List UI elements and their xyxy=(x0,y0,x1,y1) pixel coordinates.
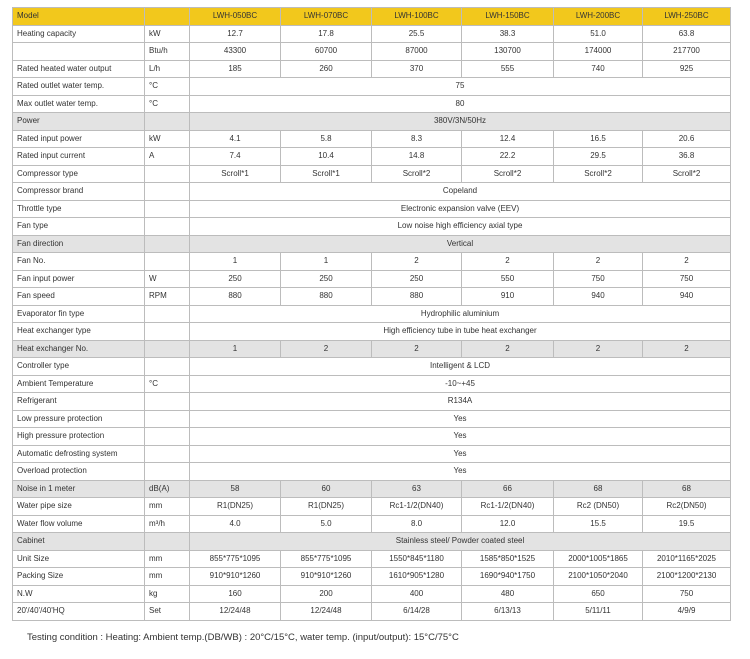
unit-cell: L/h xyxy=(145,60,190,78)
param-cell: High pressure protection xyxy=(13,428,145,446)
unit-cell xyxy=(145,323,190,341)
param-cell: N.W xyxy=(13,585,145,603)
table-row xyxy=(13,410,731,428)
unit-cell: mm xyxy=(145,550,190,568)
testing-condition-note: Testing condition : Heating: Ambient temp.(DB/WB) : 20°C/15°C, water temp. (input/output): 15°C/75°C xyxy=(27,632,459,643)
header-model-cell: LWH-150BC xyxy=(462,8,554,26)
value-cell: 29.5 xyxy=(554,148,643,166)
value-cell: 14.8 xyxy=(372,148,462,166)
value-cell: 15.5 xyxy=(554,515,643,533)
value-cell: 17.8 xyxy=(281,25,372,43)
value-cell: 6/14/28 xyxy=(372,603,462,621)
value-cell: 1690*940*1750 xyxy=(462,568,554,586)
param-cell: Fan type xyxy=(13,218,145,236)
value-cell: 650 xyxy=(554,585,643,603)
table-row xyxy=(13,533,731,551)
unit-cell: Set xyxy=(145,603,190,621)
unit-cell xyxy=(145,235,190,253)
value-cell: 2 xyxy=(643,253,731,271)
value-cell: 1550*845*1180 xyxy=(372,550,462,568)
value-cell: Rc1-1/2(DN40) xyxy=(372,498,462,516)
table-row xyxy=(13,323,731,341)
param-cell: Rated outlet water temp. xyxy=(13,78,145,96)
value-cell: 12/24/48 xyxy=(190,603,281,621)
param-cell: Heating capacity xyxy=(13,25,145,43)
unit-cell: RPM xyxy=(145,288,190,306)
value-cell: Rc2 (DN50) xyxy=(554,498,643,516)
value-cell: 4.1 xyxy=(190,130,281,148)
unit-cell: Btu/h xyxy=(145,43,190,61)
header-row xyxy=(13,8,731,26)
param-cell: Max outlet water temp. xyxy=(13,95,145,113)
value-cell: 400 xyxy=(372,585,462,603)
unit-cell xyxy=(145,305,190,323)
param-cell: Ambient Temperature xyxy=(13,375,145,393)
table-row xyxy=(13,43,731,61)
value-cell: 260 xyxy=(281,60,372,78)
value-cell: R1(DN25) xyxy=(281,498,372,516)
common-value-cell: 80 xyxy=(190,95,731,113)
value-cell: 2100*1050*2040 xyxy=(554,568,643,586)
common-value-cell: Electronic expansion valve (EEV) xyxy=(190,200,731,218)
value-cell: 250 xyxy=(190,270,281,288)
unit-cell xyxy=(145,358,190,376)
unit-cell xyxy=(145,463,190,481)
value-cell: 10.4 xyxy=(281,148,372,166)
common-value-cell: Vertical xyxy=(190,235,731,253)
unit-cell: kg xyxy=(145,585,190,603)
unit-cell xyxy=(145,183,190,201)
table-row xyxy=(13,113,731,131)
value-cell: 4/9/9 xyxy=(643,603,731,621)
value-cell: Scroll*2 xyxy=(554,165,643,183)
common-value-cell: High efficiency tube in tube heat exchanger xyxy=(190,323,731,341)
value-cell: 2100*1200*2130 xyxy=(643,568,731,586)
table-row xyxy=(13,25,731,43)
value-cell: 60700 xyxy=(281,43,372,61)
value-cell: 555 xyxy=(462,60,554,78)
param-cell: Power xyxy=(13,113,145,131)
value-cell: 185 xyxy=(190,60,281,78)
value-cell: 480 xyxy=(462,585,554,603)
value-cell: 2 xyxy=(643,340,731,358)
value-cell: 63.8 xyxy=(643,25,731,43)
param-cell: Fan speed xyxy=(13,288,145,306)
value-cell: 43300 xyxy=(190,43,281,61)
table-row xyxy=(13,200,731,218)
unit-cell: mm xyxy=(145,498,190,516)
param-cell: Noise in 1 meter xyxy=(13,480,145,498)
param-cell: Fan No. xyxy=(13,253,145,271)
table-row xyxy=(13,78,731,96)
value-cell: 130700 xyxy=(462,43,554,61)
table-row xyxy=(13,148,731,166)
param-cell: Controller type xyxy=(13,358,145,376)
value-cell: 5.8 xyxy=(281,130,372,148)
table-row xyxy=(13,60,731,78)
unit-cell: kW xyxy=(145,25,190,43)
table-row xyxy=(13,375,731,393)
value-cell: 2 xyxy=(462,253,554,271)
value-cell: 160 xyxy=(190,585,281,603)
param-cell: Heat exchanger No. xyxy=(13,340,145,358)
param-cell: Fan input power xyxy=(13,270,145,288)
value-cell: 2 xyxy=(372,340,462,358)
unit-cell xyxy=(145,445,190,463)
value-cell: 25.5 xyxy=(372,25,462,43)
unit-cell: A xyxy=(145,148,190,166)
unit-cell: mm xyxy=(145,568,190,586)
param-cell: Throttle type xyxy=(13,200,145,218)
table-row xyxy=(13,358,731,376)
value-cell: 68 xyxy=(554,480,643,498)
table-row xyxy=(13,95,731,113)
param-cell: Cabinet xyxy=(13,533,145,551)
common-value-cell: -10~+45 xyxy=(190,375,731,393)
value-cell: 63 xyxy=(372,480,462,498)
common-value-cell: Copeland xyxy=(190,183,731,201)
value-cell: 60 xyxy=(281,480,372,498)
unit-cell xyxy=(145,165,190,183)
common-value-cell: Low noise high efficiency axial type xyxy=(190,218,731,236)
table-row xyxy=(13,270,731,288)
common-value-cell: Stainless steel/ Powder coated steel xyxy=(190,533,731,551)
unit-cell xyxy=(145,113,190,131)
common-value-cell: Yes xyxy=(190,445,731,463)
common-value-cell: Yes xyxy=(190,463,731,481)
table-row xyxy=(13,130,731,148)
table-row xyxy=(13,463,731,481)
value-cell: 750 xyxy=(643,270,731,288)
value-cell: Rc2(DN50) xyxy=(643,498,731,516)
value-cell: 2010*1165*2025 xyxy=(643,550,731,568)
value-cell: 36.8 xyxy=(643,148,731,166)
value-cell: 750 xyxy=(554,270,643,288)
common-value-cell: Intelligent & LCD xyxy=(190,358,731,376)
value-cell: 2 xyxy=(372,253,462,271)
spec-table-body xyxy=(13,8,731,621)
value-cell: 740 xyxy=(554,60,643,78)
unit-cell: W xyxy=(145,270,190,288)
common-value-cell: 380V/3N/50Hz xyxy=(190,113,731,131)
value-cell: 7.4 xyxy=(190,148,281,166)
unit-cell: °C xyxy=(145,375,190,393)
param-cell: Evaporator fin type xyxy=(13,305,145,323)
value-cell: 910*910*1260 xyxy=(281,568,372,586)
value-cell: 1 xyxy=(190,253,281,271)
value-cell: 22.2 xyxy=(462,148,554,166)
table-row xyxy=(13,165,731,183)
header-model-cell: LWH-200BC xyxy=(554,8,643,26)
value-cell: 925 xyxy=(643,60,731,78)
param-cell: Rated input power xyxy=(13,130,145,148)
param-cell: 20'/40'/40'HQ xyxy=(13,603,145,621)
value-cell: 4.0 xyxy=(190,515,281,533)
value-cell: 12.7 xyxy=(190,25,281,43)
value-cell: 8.3 xyxy=(372,130,462,148)
unit-cell: °C xyxy=(145,78,190,96)
value-cell: 250 xyxy=(372,270,462,288)
value-cell: Scroll*2 xyxy=(462,165,554,183)
table-row xyxy=(13,340,731,358)
value-cell: 6/13/13 xyxy=(462,603,554,621)
param-cell: Refrigerant xyxy=(13,393,145,411)
value-cell: 550 xyxy=(462,270,554,288)
value-cell: 910 xyxy=(462,288,554,306)
value-cell: 66 xyxy=(462,480,554,498)
value-cell: Scroll*2 xyxy=(372,165,462,183)
header-model-cell: LWH-050BC xyxy=(190,8,281,26)
value-cell: 174000 xyxy=(554,43,643,61)
value-cell: 38.3 xyxy=(462,25,554,43)
param-cell: Automatic defrosting system xyxy=(13,445,145,463)
table-row xyxy=(13,445,731,463)
param-cell: Packing Size xyxy=(13,568,145,586)
header-model-cell: LWH-070BC xyxy=(281,8,372,26)
value-cell: 19.5 xyxy=(643,515,731,533)
value-cell: 880 xyxy=(372,288,462,306)
table-row xyxy=(13,288,731,306)
value-cell: 68 xyxy=(643,480,731,498)
value-cell: 1 xyxy=(190,340,281,358)
value-cell: 5.0 xyxy=(281,515,372,533)
common-value-cell: Hydrophilic aluminium xyxy=(190,305,731,323)
table-row xyxy=(13,515,731,533)
value-cell: 880 xyxy=(190,288,281,306)
table-row xyxy=(13,393,731,411)
unit-cell xyxy=(145,410,190,428)
value-cell: 2000*1005*1865 xyxy=(554,550,643,568)
header-model-cell: LWH-100BC xyxy=(372,8,462,26)
value-cell: 880 xyxy=(281,288,372,306)
header-param-cell: Model xyxy=(13,8,145,26)
param-cell: Unit Size xyxy=(13,550,145,568)
table-row xyxy=(13,568,731,586)
value-cell: 51.0 xyxy=(554,25,643,43)
value-cell: 8.0 xyxy=(372,515,462,533)
unit-cell xyxy=(145,428,190,446)
table-row xyxy=(13,585,731,603)
value-cell: Scroll*1 xyxy=(190,165,281,183)
table-row xyxy=(13,498,731,516)
unit-cell: dB(A) xyxy=(145,480,190,498)
common-value-cell: Yes xyxy=(190,428,731,446)
param-cell: Rated heated water output xyxy=(13,60,145,78)
value-cell: 12/24/48 xyxy=(281,603,372,621)
common-value-cell: R134A xyxy=(190,393,731,411)
value-cell: 16.5 xyxy=(554,130,643,148)
param-cell: Rated input current xyxy=(13,148,145,166)
unit-cell: kW xyxy=(145,130,190,148)
param-cell: Water flow volume xyxy=(13,515,145,533)
table-row xyxy=(13,253,731,271)
value-cell: 2 xyxy=(554,340,643,358)
table-row xyxy=(13,235,731,253)
table-row xyxy=(13,428,731,446)
header-unit-cell xyxy=(145,8,190,26)
value-cell: Scroll*2 xyxy=(643,165,731,183)
value-cell: 12.0 xyxy=(462,515,554,533)
value-cell: 1610*905*1280 xyxy=(372,568,462,586)
value-cell: 940 xyxy=(554,288,643,306)
table-row xyxy=(13,603,731,621)
unit-cell xyxy=(145,200,190,218)
param-cell: Compressor brand xyxy=(13,183,145,201)
value-cell: 12.4 xyxy=(462,130,554,148)
unit-cell xyxy=(145,533,190,551)
unit-cell xyxy=(145,393,190,411)
value-cell: 87000 xyxy=(372,43,462,61)
param-cell xyxy=(13,43,145,61)
common-value-cell: 75 xyxy=(190,78,731,96)
value-cell: 2 xyxy=(554,253,643,271)
value-cell: 855*775*1095 xyxy=(281,550,372,568)
param-cell: Compressor type xyxy=(13,165,145,183)
value-cell: 1 xyxy=(281,253,372,271)
value-cell: 750 xyxy=(643,585,731,603)
unit-cell: °C xyxy=(145,95,190,113)
value-cell: 1585*850*1525 xyxy=(462,550,554,568)
value-cell: 910*910*1260 xyxy=(190,568,281,586)
value-cell: 20.6 xyxy=(643,130,731,148)
value-cell: 2 xyxy=(462,340,554,358)
unit-cell xyxy=(145,253,190,271)
param-cell: Low pressure protection xyxy=(13,410,145,428)
value-cell: 940 xyxy=(643,288,731,306)
value-cell: Scroll*1 xyxy=(281,165,372,183)
value-cell: 200 xyxy=(281,585,372,603)
value-cell: 217700 xyxy=(643,43,731,61)
table-row xyxy=(13,305,731,323)
table-row xyxy=(13,550,731,568)
value-cell: 2 xyxy=(281,340,372,358)
value-cell: 250 xyxy=(281,270,372,288)
value-cell: R1(DN25) xyxy=(190,498,281,516)
param-cell: Overload protection xyxy=(13,463,145,481)
param-cell: Water pipe size xyxy=(13,498,145,516)
spec-table xyxy=(12,7,731,621)
unit-cell: m³/h xyxy=(145,515,190,533)
value-cell: 5/11/11 xyxy=(554,603,643,621)
value-cell: 58 xyxy=(190,480,281,498)
table-row xyxy=(13,480,731,498)
param-cell: Fan direction xyxy=(13,235,145,253)
value-cell: 855*775*1095 xyxy=(190,550,281,568)
param-cell: Heat exchanger type xyxy=(13,323,145,341)
header-model-cell: LWH-250BC xyxy=(643,8,731,26)
table-row xyxy=(13,218,731,236)
table-row xyxy=(13,183,731,201)
value-cell: Rc1-1/2(DN40) xyxy=(462,498,554,516)
value-cell: 370 xyxy=(372,60,462,78)
unit-cell xyxy=(145,340,190,358)
common-value-cell: Yes xyxy=(190,410,731,428)
unit-cell xyxy=(145,218,190,236)
